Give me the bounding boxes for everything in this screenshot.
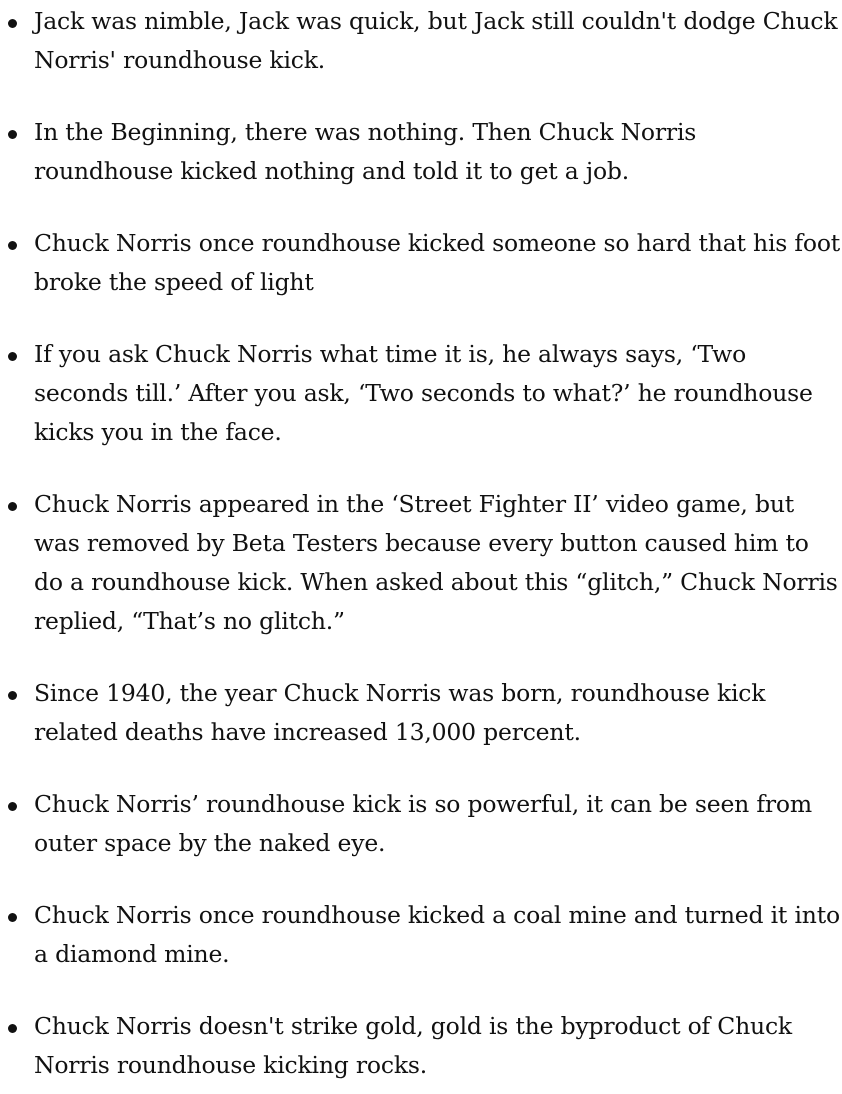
list-item [0,113,842,191]
list-item [0,674,842,752]
list-item-text: Chuck Norris once roundhouse kicked someone so hard that his foot broke the speed of light [34,229,841,296]
list-item [0,1007,842,1085]
list-item-text: Chuck Norris once roundhouse kicked a coal mine and turned it into a diamond mine. [34,901,840,968]
list-item-text: Jack was nimble, Jack was quick, but Jack still couldn't dodge Chuck Norris' roundhouse kick. [34,7,838,74]
list-item [0,2,842,80]
list-item-text: If you ask Chuck Norris what time it is, he always says, ‘Two seconds till.’ After you ask, ‘Two seconds to what?’ he roundhouse kicks you in the face. [34,340,813,446]
list-item [0,785,842,863]
list-item-text: Chuck Norris appeared in the ‘Street Fighter II’ video game, but was removed by Beta Testers because every button caused him to do a roundhouse kick. When asked about this “glitch,” Chuck Norris replied, “That’s no glitch.” [34,490,838,635]
list-item-text: Chuck Norris doesn't strike gold, gold is the byproduct of Chuck Norris roundhouse kicking rocks. [34,1012,792,1079]
list-item-text: Since 1940, the year Chuck Norris was born, roundhouse kick related deaths have increased 13,000 percent. [34,679,766,746]
fact-list [0,2,842,1085]
list-item-text: Chuck Norris’ roundhouse kick is so powerful, it can be seen from outer space by the naked eye. [34,790,812,857]
list-item [0,335,842,452]
list-item [0,485,842,641]
list-item [0,224,842,302]
list-item [0,896,842,974]
list-item-text: In the Beginning, there was nothing. Then Chuck Norris roundhouse kicked nothing and told it to get a job. [34,118,697,185]
